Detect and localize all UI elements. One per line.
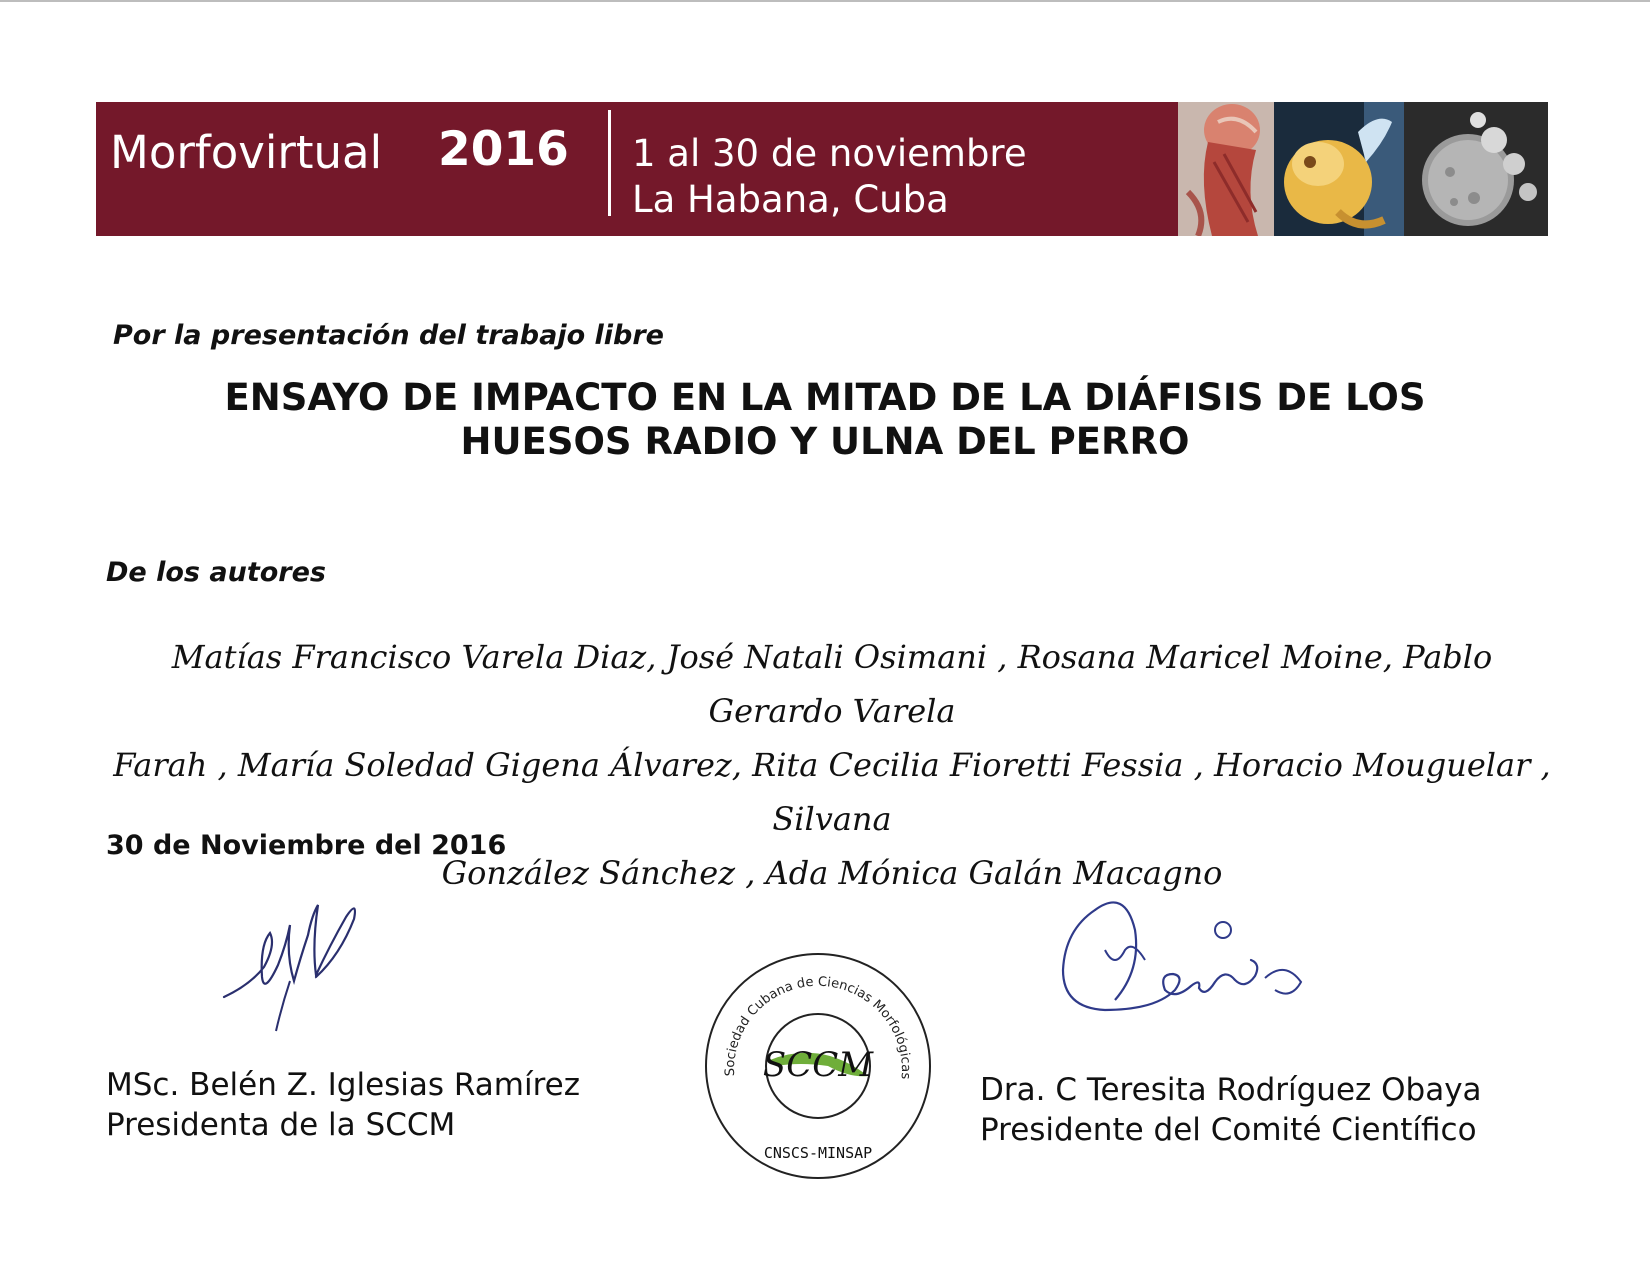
banner-divider (608, 110, 611, 216)
banner-anatomy-images (1178, 102, 1548, 236)
top-border (0, 0, 1650, 2)
authors-line: Matías Francisco Varela Diaz, José Natali Osimani , Rosana Maricel Moine, Pablo Gerardo Varela (171, 638, 1493, 730)
cell-image (1404, 102, 1548, 236)
event-place: La Habana, Cuba (632, 178, 949, 221)
work-title (150, 376, 1500, 464)
sccm-seal (700, 948, 936, 1184)
seal-bottom-text: CNSCS-MINSAP (763, 1144, 873, 1162)
authors-line: González Sánchez , Ada Mónica Galán Macagno (441, 854, 1223, 892)
signature-left (220, 885, 380, 1035)
signatory-left-role: Presidenta de la SCCM (106, 1107, 456, 1143)
authors-line: Farah , María Soledad Gigena Álvarez, Rita Cecilia Fioretti Fessia , Horacio Mouguelar , Silvana (113, 746, 1551, 838)
intro-text: Por la presentación del trabajo libre (113, 320, 664, 351)
signatory-left-name: MSc. Belén Z. Iglesias Ramírez (106, 1067, 580, 1103)
signatory-right-name: Dra. C Teresita Rodríguez Obaya (980, 1072, 1482, 1108)
event-year: 2016 (438, 122, 569, 177)
signatory-right-role: Presidente del Comité Científico (980, 1112, 1477, 1148)
event-banner (96, 102, 1548, 236)
event-name: Morfovirtual (110, 126, 383, 179)
event-dates: 1 al 30 de noviembre (632, 132, 1027, 175)
anatomy-head-image (1178, 102, 1274, 236)
certificate-date: 30 de Noviembre del 2016 (106, 830, 507, 861)
signature-right (1055, 890, 1315, 1040)
work-title-line1: ENSAYO DE IMPACTO EN LA MITAD DE LA DIÁFISIS DE LOS (224, 376, 1426, 419)
work-title-line2: HUESOS RADIO Y ULNA DEL PERRO (460, 420, 1190, 463)
seal-center-text: SCCM (762, 1045, 874, 1085)
seal-arc-text: Sociedad Cubana de Ciencias Morfológicas (722, 974, 914, 1080)
authors-heading: De los autores (106, 557, 326, 588)
embryo-image (1274, 102, 1404, 236)
